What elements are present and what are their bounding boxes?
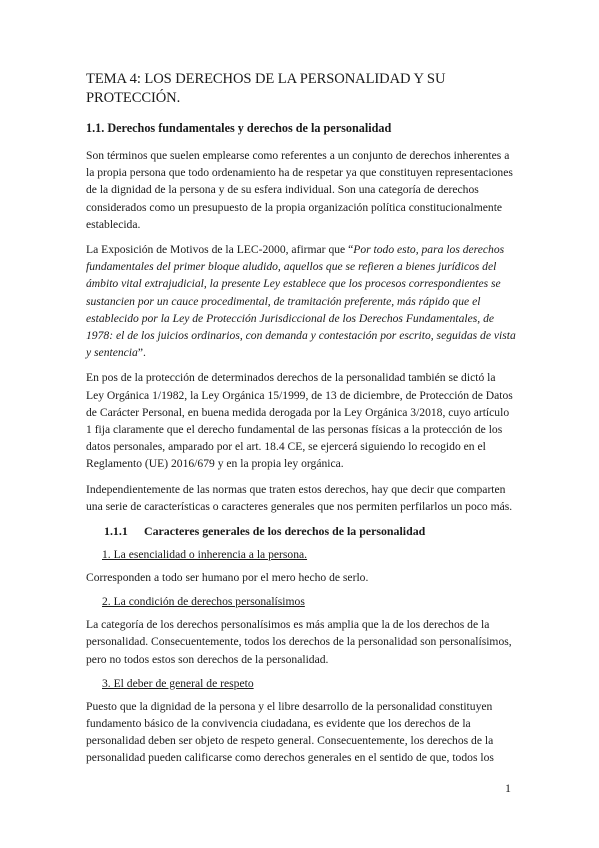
subheading-3: 3. El deber de general de respeto (102, 676, 254, 690)
section-number: 1.1.1 (104, 524, 128, 539)
subheading-1-text: Corresponden a todo ser humano por el mero hecho de serlo. (86, 571, 369, 585)
paragraph-2-intro: La Exposición de Motivos de la LEC-2000, afirmar que “ (86, 243, 354, 257)
paragraph-2-end: ”. (137, 346, 146, 360)
paragraph-1: Son términos que suelen emplearse como referentes a un conjunto de derechos inherentes a la propia persona que todo ordenamiento ha de respetar ya que constituyen representaciones de la dignidad de la persona y de su esfera individual. Son una categoría de derechos considerados como un presupuesto de la propia organización política constitucionalmente establecida. (86, 149, 513, 231)
subheading-1: 1. La esencialidad o inherencia a la persona. (102, 548, 308, 562)
subheading-2: 2. La condición de derechos personalísimos (102, 595, 305, 609)
document-title: TEMA 4: LOS DERECHOS DE LA PERSONALIDAD Y SU PROTECCIÓN. (86, 71, 446, 106)
subheading-3-text: Puesto que la dignidad de la persona y el libre desarrollo de la personalidad constituyen fundamento básico de la convivencia ciudadana, es evidente que los derechos de la personalidad deben ser objeto de respeto general. Consecuentemente, los derechos de la personalidad pueden calificarse como derechos generales en el sentido de que, todos los (86, 699, 494, 765)
paragraph-3: En pos de la protección de determinados derechos de la personalidad también se dictó la Ley Orgánica 1/1982, la Ley Orgánica 15/1999, de 13 de diciembre, de Protección de Datos de Carácter Personal, en buena medida derogada por la Ley Orgánica 3/2018, cuyo artículo 1 fija claramente que el derecho fundamental de las personas físicas a la protección de los datos personales, amparado por el art. 18.4 CE, se ejercerá siguiendo lo recogido en el Reglamento (UE) 2016/679 y en la propia ley orgánica. (86, 371, 513, 471)
section-heading-1-1-1 (104, 523, 516, 539)
section-title: Caracteres generales de los derechos de la personalidad (144, 524, 426, 539)
page-number: 1 (505, 781, 511, 795)
page-content (86, 70, 516, 775)
subheading-2-text: La categoría de los derechos personalísimos es más amplia que la de los derechos de la personalidad. Consecuentemente, todos los derechos de la personalidad son personalísimos, pero no todos estos son derechos de la personalidad. (86, 618, 512, 666)
paragraph-4: Independientemente de las normas que traten estos derechos, hay que decir que comparten una serie de características o caracteres generales que nos permiten perfilarlos un poco más. (86, 482, 513, 513)
paragraph-2-quote: Por todo esto, para los derechos fundamentales del primer bloque aludido, aquellos que se refieren a bienes jurídicos del ámbito vital extrajudicial, la presente Ley establece que los procesos correspondientes se sustancien por un cauce procedimental, de tramitación preferente, más rápido que el establecido por la Ley de Protección Jurisdiccional de los Derechos Fundamentales, de 1978: el de los juicios ordinarios, con demanda y contestación por escrito, seguidas de vista y sentencia (86, 243, 516, 360)
paragraph-2 (86, 241, 516, 361)
section-heading-1-1: 1.1. Derechos fundamentales y derechos de la personalidad (86, 121, 392, 135)
